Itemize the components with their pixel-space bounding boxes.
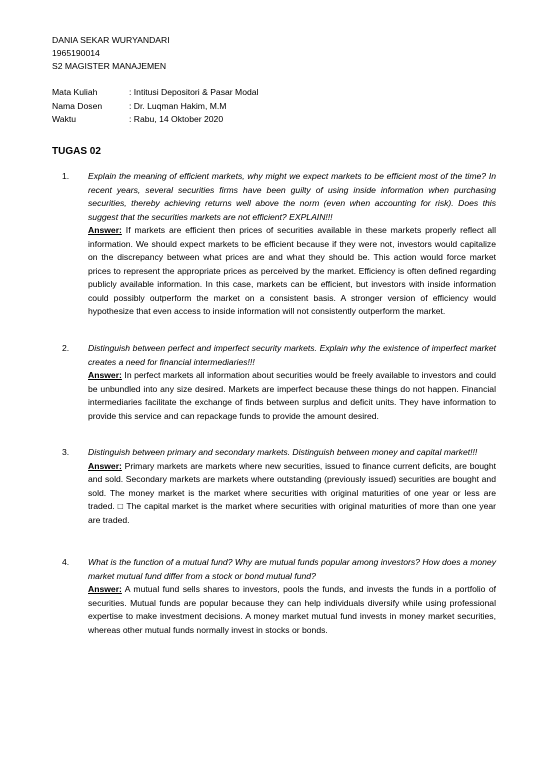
answer-text — [88, 460, 496, 528]
answer-body: A mutual fund sells shares to investors, pools the funds, and invests the funds in a portfolio of securities. Mutual funds are popular because they can help individuals diversify while using professional expertise to make investment decisions. A money market mutual fund invests in money market securities, whereas other mutual funds normally invest in stocks or bonds. — [88, 584, 496, 635]
answer-text — [88, 369, 496, 423]
answer-label: Answer: — [88, 584, 122, 594]
course-info-value: : Dr. Luqman Hakim, M.M — [129, 100, 227, 111]
course-info-value: : Intitusi Depositori & Pasar Modal — [129, 87, 259, 97]
question-number: 2. — [62, 343, 70, 353]
student-id: 1965190014 — [52, 48, 100, 58]
question-item — [62, 170, 496, 319]
question-text: Explain the meaning of efficient markets, why might we expect markets to be efficient most of the time? In recent years, several securities firms have been guilty of using inside information when purchasing securities, thereby achieving returns well above the norm (even when accounting for risk). Does this suggest that the securities markets are not efficient? EXPLAIN!!! — [88, 171, 496, 222]
course-info-value: : Rabu, 14 Oktober 2020 — [129, 114, 224, 124]
student-program: S2 MAGISTER MANAJEMEN — [52, 61, 167, 71]
course-info — [52, 86, 258, 127]
course-info-key: Nama Dosen — [52, 100, 103, 111]
course-info-row — [52, 113, 258, 127]
course-info-row — [52, 86, 258, 100]
question-number: 1. — [62, 171, 70, 181]
student-name: DANIA SEKAR WURYANDARI — [52, 35, 170, 45]
student-header — [52, 34, 170, 73]
answer-text — [88, 583, 496, 637]
answer-label: Answer: — [88, 370, 122, 380]
question-text: What is the function of a mutual fund? Why are mutual funds popular among investors? How does a money market mutual fund differ from a stock or bond mutual fund? — [88, 557, 496, 581]
course-info-key: Waktu — [52, 114, 77, 124]
question-item — [62, 556, 496, 637]
answer-label: Answer: — [88, 225, 122, 235]
question-number: 4. — [62, 557, 70, 567]
course-info-row — [52, 100, 258, 114]
question-text: Distinguish between primary and secondary markets. Distinguish between money and capital market!!! — [88, 447, 478, 457]
answer-label: Answer: — [88, 460, 122, 471]
question-item — [62, 342, 496, 423]
assignment-title: TUGAS 02 — [52, 146, 101, 157]
answer-text — [88, 224, 496, 319]
question-item — [62, 446, 496, 527]
question-text: Distinguish between perfect and imperfect security markets. Explain why the existence of imperfect market creates a need for financial intermediaries!!! — [88, 343, 496, 367]
question-number: 3. — [62, 447, 70, 457]
course-info-key: Mata Kuliah — [52, 87, 98, 97]
answer-body: If markets are efficient then prices of securities available in these markets properly reflect all information. We should expect markets to be efficient because if they were not, investors would capitalize on the discrepancy between what prices are and what they should be. This action would force market prices to represent the appropriate prices as perceived by the market. Efficiency is often defined regarding publicly available information. In this case, markets can be efficient, but investors with inside information could possibly outperform the market on a consistent basis. A stronger version of efficiency would hypothesize that even access to inside information will not consistently outperform the market. — [88, 225, 496, 316]
answer-body: Primary markets are markets where new securities, issued to finance current deficits, are bought and sold. Secondary markets are markets where outstanding (previously issued) securities are bought and sold. The money market is the market where securities with original maturities of one year or less are traded. □ The capital market is the market where securities with original maturities of more than one year are traded. — [88, 460, 496, 525]
answer-body: In perfect markets all information about securities would be freely available to investors and could be unbundled into any size desired. Markets are imperfect because these things do not happen. Financial intermediaries facilitate the exchange of finds between surplus and deficit units. They have information to provide this service and can repackage funds to provide the amount desired. — [88, 370, 496, 421]
